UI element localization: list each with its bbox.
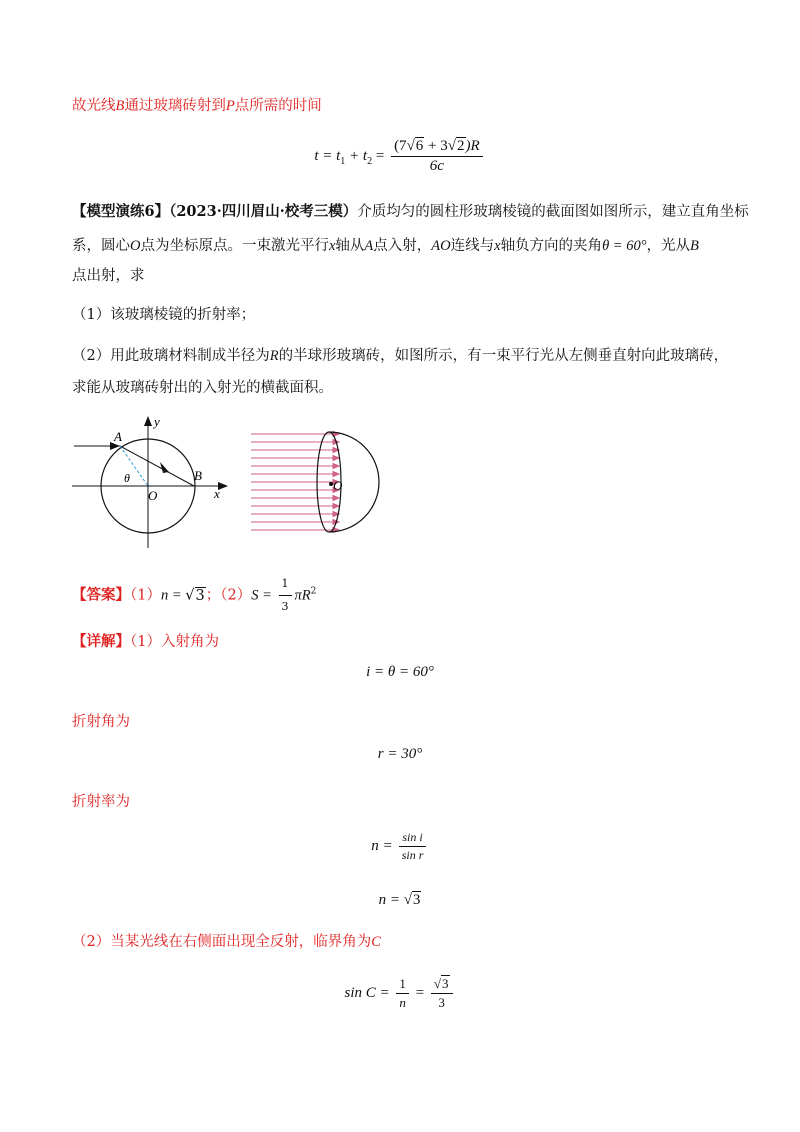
problem-line-2: 系，圆心O点为坐标原点。一束激光平行x轴从A点入射，AO连线与x轴负方向的夹角θ = 60°，光从B [72, 238, 699, 254]
label-o-hemisphere: O [333, 478, 343, 493]
label-b: B [194, 468, 202, 483]
y-axis-arrow-icon [144, 416, 152, 426]
question-2-line-2: 求能从玻璃砖射出的入射光的横截面积。 [72, 380, 333, 396]
label-y: y [154, 414, 160, 429]
label-x: x [214, 486, 220, 501]
figure-circle-axes [68, 410, 238, 550]
detail-part-2: （2）当某光线在右侧面出现全反射，临界角为C [72, 934, 381, 950]
question-1: （1）该玻璃棱镜的折射率； [72, 307, 256, 323]
problem-line-3: 点出射，求 [72, 268, 145, 284]
intro-line: 故光线B通过玻璃砖射到P点所需的时间 [72, 98, 322, 114]
detail-heading: 【详解】（1）入射角为 [72, 633, 219, 650]
equation-incident-angle: i = θ = 60° [366, 664, 434, 680]
refraction-angle-label: 折射角为 [72, 714, 130, 730]
equation-refraction-angle: r = 30° [377, 746, 423, 762]
answer-line: 【答案】（1）n = √3；（2）S = $\frac{1}{3}$ $\pi R^2$ [72, 574, 316, 617]
refracted-arrow-icon [160, 462, 169, 473]
parallel-light-rays [251, 432, 339, 533]
label-a: A [114, 429, 122, 444]
problem-line-1: 【模型演练6】（2023·四川眉山·校考三模）介质均匀的圆柱形玻璃棱镜的截面图如图所示，建立直角坐标 [72, 203, 749, 220]
label-theta: θ [124, 471, 130, 485]
time-fraction: $\frac{(7√6 + 3√2)R}{6c}$ [391, 138, 483, 175]
label-o: O [148, 488, 158, 503]
figure-hemisphere [245, 428, 385, 540]
equation-index-value: n = √3 [378, 892, 421, 908]
equation-index-ratio: n = $\frac{\text{sin i}}{\text{sin r}}$ [0, 830, 800, 863]
question-2-line-1: （2）用此玻璃材料制成半径为R的半球形玻璃砖，如图所示，有一束平行光从左侧垂直射向此玻璃砖， [72, 348, 729, 364]
equation-critical-angle: sin C = $\frac{1}{n}$ = $\frac{√3}{3}$ [0, 976, 800, 1011]
refracted-ray [120, 446, 194, 486]
index-label: 折射率为 [72, 794, 130, 810]
equation-time: $t = t_1 + t_2$ = $\frac{(7√6 + 3√2)R}{6c}$ [0, 138, 800, 175]
